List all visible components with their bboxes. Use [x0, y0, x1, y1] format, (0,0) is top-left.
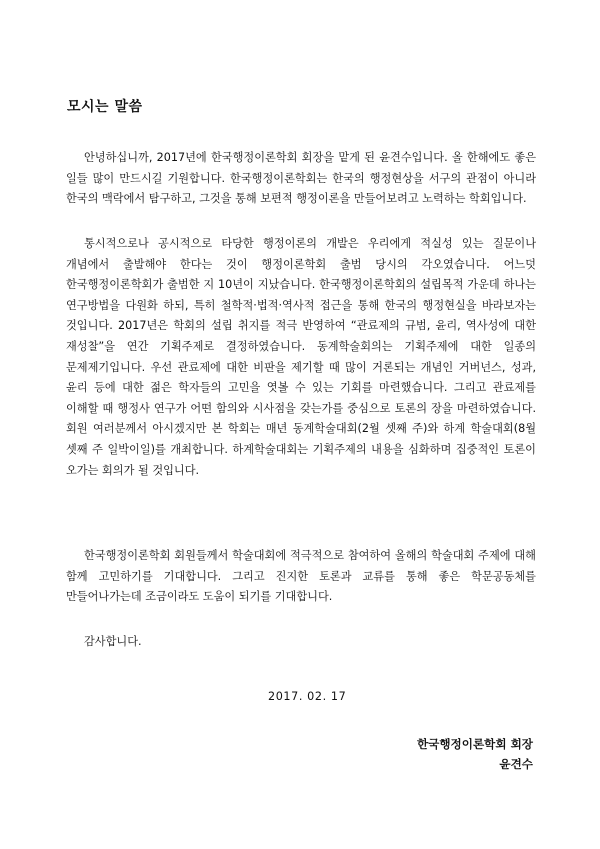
document-title: 모시는 말씀 [67, 99, 143, 115]
signature-block [417, 734, 533, 774]
document-date: 2017. 02. 17 [268, 690, 347, 703]
paragraph-main: 통시적으로나 공시적으로 타당한 행정이론의 개발은 우리에게 적실성 있는 질문이나 개념에서 출발해야 한다는 것이 행정이론학회 출범 당시의 각오였습니다. 어느덧 한국행정이론학회가 출범한 지 10년이 지났습니다. 한국행정이론학회의 설립목적 가운데 하나는 연구방법을 다원화 하되, 특히 철학적·법적·역사적 접근을 통해 한국의 행정현실을 바라보자는 것입니다. 2017년은 학회의 설립 취지를 적극 반영하여 “관료제의 규범, 윤리, 역사성에 대한 재성찰”을 연간 기획주제로 결정하였습니다. 동계학술회의는 기획주제에 대한 일종의 문제제기입니다. 우선 관료제에 대한 비판을 제기할 때 많이 거론되는 개념인 거버넌스, 성과, 윤리 등에 대한 젊은 학자들의 고민을 엿볼 수 있는 기회를 마련했습니다. 그리고 관료제를 이해할 때 행정사 연구가 어떤 함의와 시사점을 갖는가를 중심으로 토론의 장을 마련하였습니다. 회원 여러분께서 아시겠지만 본 학회는 매년 동계학술대회(2월 셋째 주)와 하계 학술대회(8월 셋째 주 일박이일)를 개최합니다. 하계학술대회는 기획주제의 내용을 심화하며 집중적인 토론이 오가는 회의가 될 것입니다. [66, 237, 536, 477]
signature-position: 한국행정이론학회 회장 [416, 737, 533, 751]
closing-text: 감사합니다. [84, 635, 142, 648]
paragraph-invitation: 한국행정이론학회 회원들께서 학술대회에 적극적으로 참여하여 올해의 학술대회 주제에 대해 함께 고민하기를 기대합니다. 그리고 진지한 토론과 교류를 통해 좋은 학문공동체를 만들어나가는데 조금이라도 도움이 되기를 기대합니다. [66, 549, 536, 604]
signature-name: 윤견수 [499, 757, 533, 771]
paragraph-greeting: 안녕하십니까, 2017년에 한국행정이론학회 회장을 맡게 된 윤견수입니다. 올 한해에도 좋은 일들 많이 만드시길 기원합니다. 한국행정이론학회는 한국의 행정현상을 서구의 관점이 아니라 한국의 맥락에서 탐구하고, 그것을 통해 보편적 행정이론을 만들어보려고 노력하는 학회입니다. [66, 151, 536, 206]
